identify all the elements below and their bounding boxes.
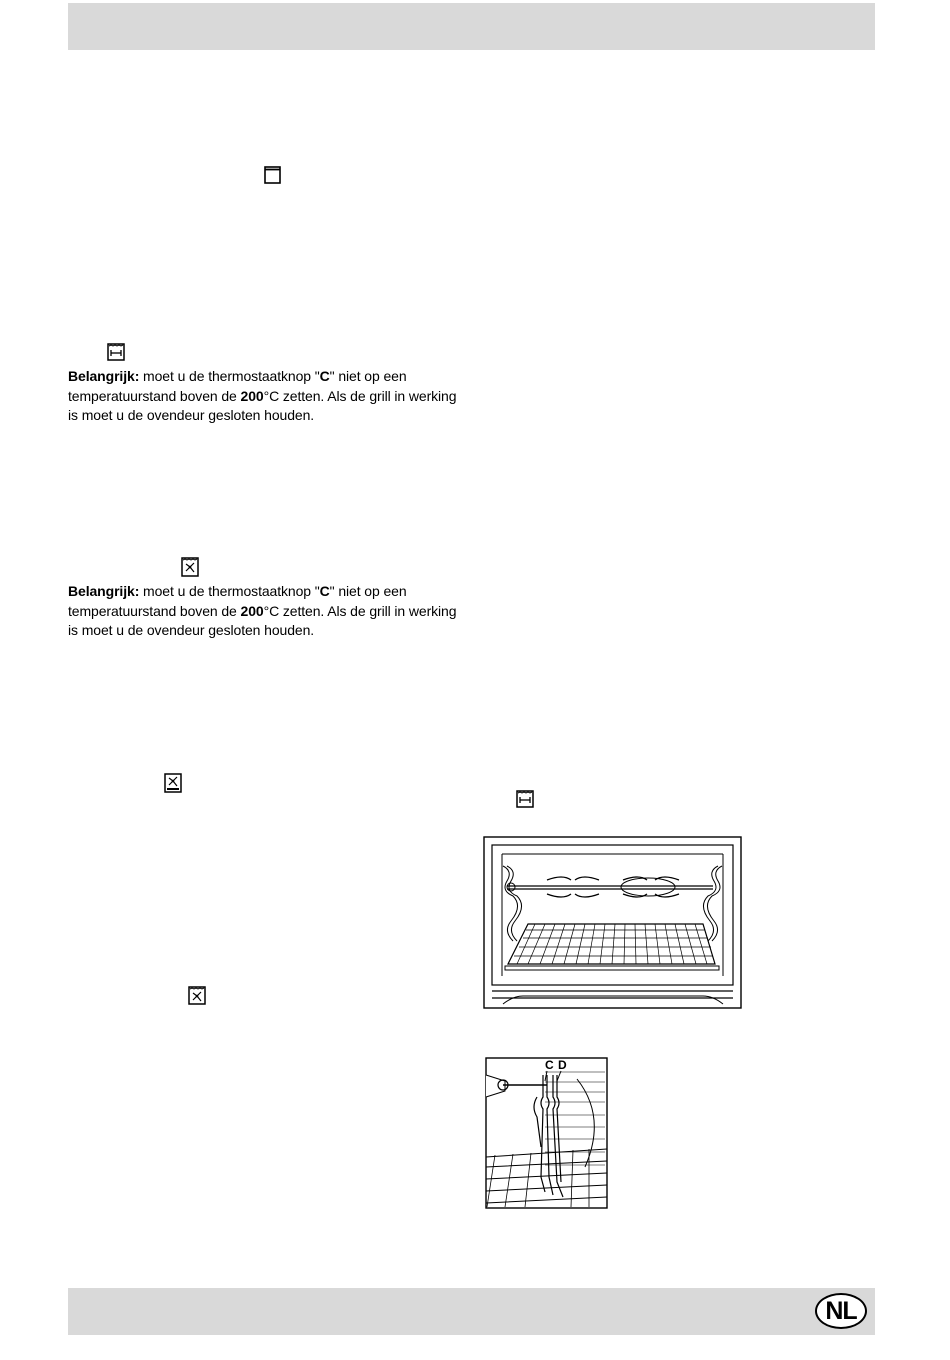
footer-bar: [68, 1288, 875, 1335]
important-label: Belangrijk:: [68, 368, 140, 384]
important-note-2: Belangrijk: moet u de thermostaatknop "C" niet op een temperatuurstand boven de 200°C zetten. Als de grill in werking is moet u de ovendeur gesloten houden.: [68, 583, 457, 638]
top-heating-icon: [107, 343, 125, 361]
fan-icon: [188, 986, 206, 1005]
language-badge: NL: [815, 1293, 867, 1329]
header-bar: [68, 3, 875, 50]
oven-rotisserie-figure: [483, 836, 742, 1009]
label-d: D: [558, 1058, 567, 1072]
top-heating-icon: [516, 790, 534, 808]
grill-icon: [181, 557, 199, 577]
important-label: Belangrijk:: [68, 583, 140, 599]
fan-bottom-heat-icon: [164, 773, 182, 793]
rotisserie-detail-figure: [485, 1057, 608, 1209]
label-c: C: [545, 1058, 554, 1072]
important-note-1: Belangrijk: moet u de thermostaatknop "C" niet op een temperatuurstand boven de 200°C zetten. Als de grill in werking is moet u de ovendeur gesloten houden.: [68, 368, 457, 423]
oven-mode-icon: [264, 166, 281, 184]
